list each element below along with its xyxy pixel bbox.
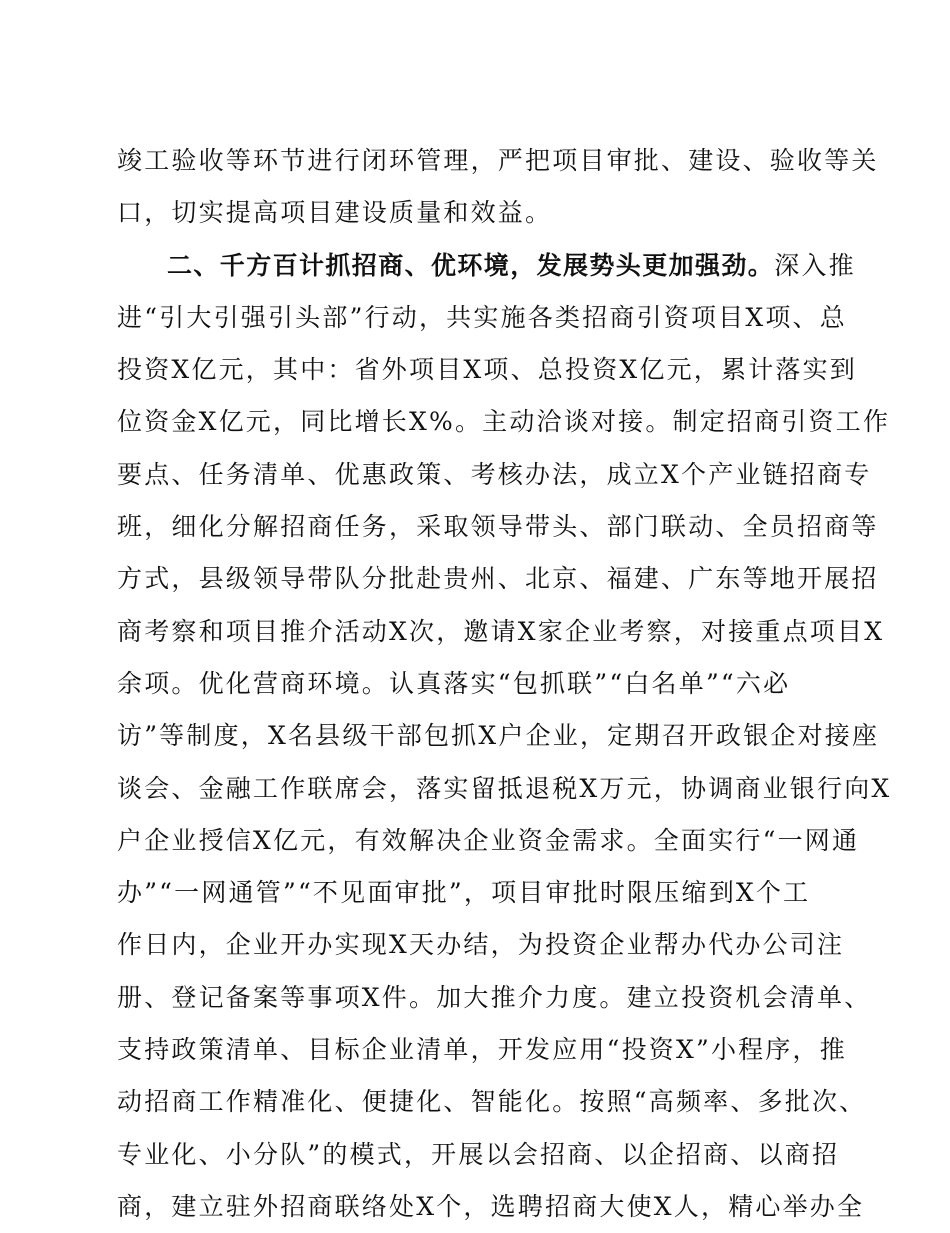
text-line: 位资金X亿元，同比增长X%。主动洽谈对接。制定招商引资工作 [117,407,891,437]
text-line: 访”等制度，X名县级干部包抓X户企业，定期召开政银企对接座 [117,721,880,751]
text-line: 谈会、金融工作联席会，落实留抵退税X万元，协调商业银行向X [117,773,892,803]
text-line: 竣工验收等环节进行闭环管理，严把项目审批、建设、验收等关 [117,146,879,175]
text-line: 进“引大引强引头部”行动，共实施各类招商引资项目X项、总 [117,302,847,332]
text-line: 商考察和项目推介活动X次，邀请X家企业考察，对接重点项目X [117,616,885,646]
heading-continuation: 深入推 [774,250,856,280]
text-line: 商，建立驻外招商联络处X个，选聘招商大使X人，精心举办全 [117,1191,865,1221]
text-line: 专业化、小分队”的模式，开展以会招商、以企招商、以商招 [117,1139,840,1169]
text-line: 支持政策清单、目标企业清单，开发应用“投资X”小程序，推 [117,1035,847,1065]
text-line: 班，细化分解招商任务，采取领导带头、部门联动、全员招商等 [117,512,879,542]
text-line: 作日内，企业开办实现X天办结，为投资企业帮办代办公司注 [117,930,845,960]
text-line: 户企业授信X亿元，有效解决企业资金需求。全面实行“一网通 [117,825,860,855]
section-heading-line [117,240,856,292]
section-heading: 二、千方百计抓招商、优环境，发展势头更加强劲。 [167,250,775,280]
text-line: 动招商工作精准化、便捷化、智能化。按照“高频率、多批次、 [117,1087,867,1117]
text-line: 方式，县级领导带队分批赴贵州、北京、福建、广东等地开展招 [117,564,879,594]
text-line: 要点、任务清单、优惠政策、考核办法，成立X个产业链招商专 [117,459,872,489]
text-line: 投资X亿元，其中：省外项目X项、总投资X亿元，累计落实到 [117,355,857,385]
document-body [117,135,892,1233]
text-line: 册、登记备案等事项X件。加大推介力度。建立投资机会清单、 [117,982,872,1012]
text-line: 余项。优化营商环境。认真落实“包抓联”“白名单”“六必 [117,668,791,698]
text-line: 办”“一网通管”“不见面审批”，项目审批时限压缩到X个工 [117,878,811,908]
text-line: 口，切实提高项目建设质量和效益。 [117,198,553,228]
